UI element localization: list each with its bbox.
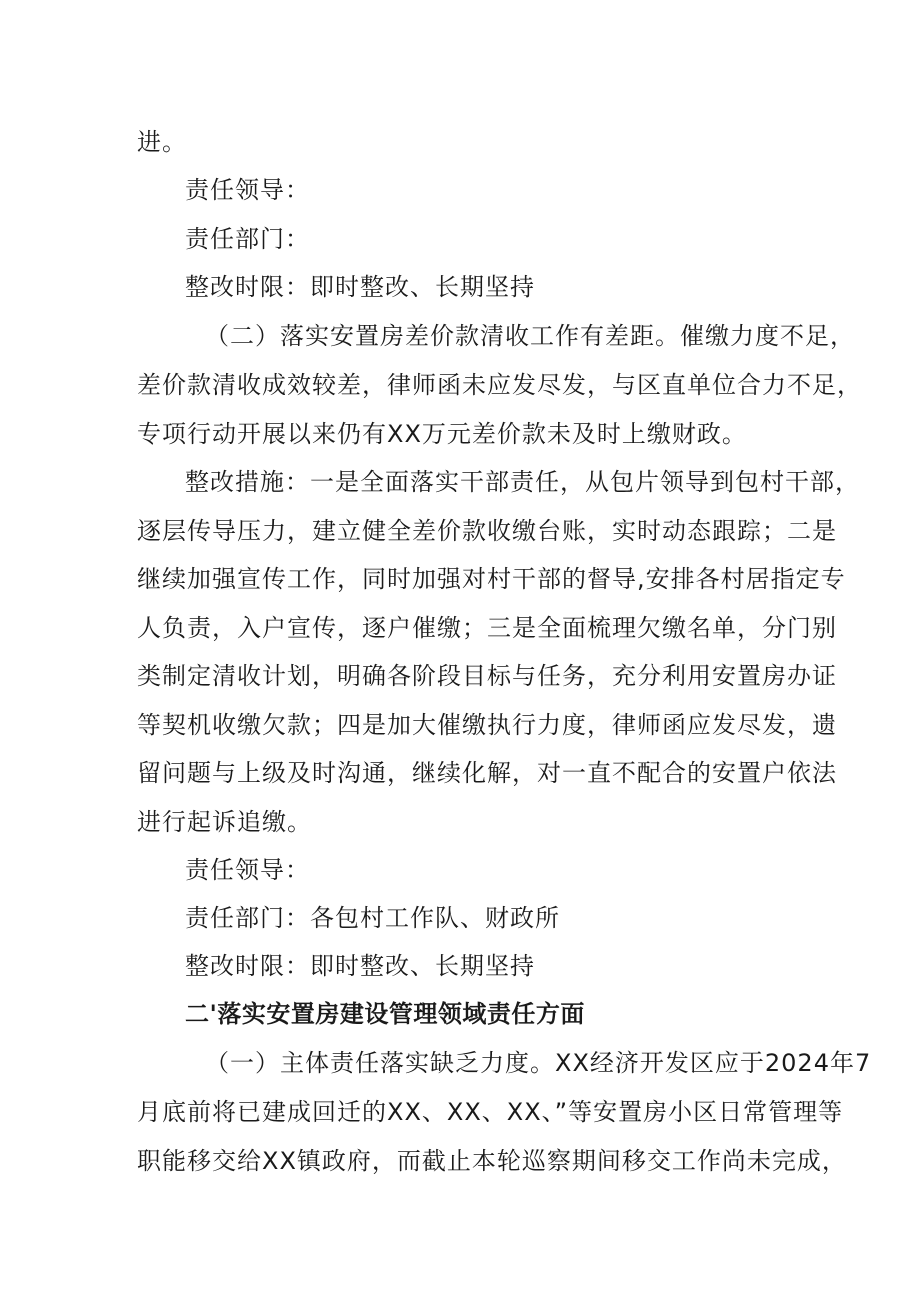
paragraph-line: 职能移交给XX镇政府，而截止本轮巡察期间移交工作尚未完成， [137,1147,847,1175]
responsible-department-label: 责任部门：各包村工作队、财政所 [185,904,560,932]
paragraph-line: 等契机收缴欠款；四是加大催缴执行力度，律师函应发尽发，遗 [137,711,837,739]
paragraph-line: 逐层传导压力，建立健全差价款收缴台账，实时动态跟踪；二是 [137,517,837,545]
rectification-deadline: 整改时限：即时整改、长期坚持 [185,273,535,301]
paragraph-line: （一）主体责任落实缺乏力度。XX经济开发区应于2024年7 [205,1049,872,1077]
rectification-deadline: 整改时限：即时整改、长期坚持 [185,952,535,980]
paragraph-line: （二）落实安置房差价款清收工作有差距。催缴力度不足， [205,322,855,350]
paragraph-line: 差价款清收成效较差，律师函未应发尽发，与区直单位合力不足， [137,371,862,399]
paragraph-line: 月底前将已建成回迁的XX、XX、XX、”等安置房小区日常管理等 [137,1098,844,1126]
paragraph-line: 整改措施：一是全面落实干部责任，从包片领导到包村干部， [185,468,860,496]
paragraph-line: 继续加强宣传工作，同时加强对村干部的督导,安排各村居指定专 [137,565,846,593]
paragraph-line: 人负责，入户宣传，逐户催缴；三是全面梳理欠缴名单，分门别 [137,614,837,642]
section-heading: 二'落实安置房建设管理领域责任方面 [185,1000,585,1028]
paragraph-line: 进行起诉追缴。 [137,808,312,836]
responsible-leader-label: 责任领导： [185,176,310,204]
paragraph-line: 类制定清收计划，明确各阶段目标与任务，充分利用安置房办证 [137,662,837,690]
responsible-department-label: 责任部门： [185,225,310,253]
responsible-leader-label: 责任领导： [185,856,310,884]
paragraph-line: 专项行动开展以来仍有XX万元差价款未及时上缴财政。 [137,420,747,448]
paragraph-line: 留问题与上级及时沟通，继续化解，对一直不配合的安置户依法 [137,759,837,787]
paragraph-line: 进。 [137,128,187,156]
